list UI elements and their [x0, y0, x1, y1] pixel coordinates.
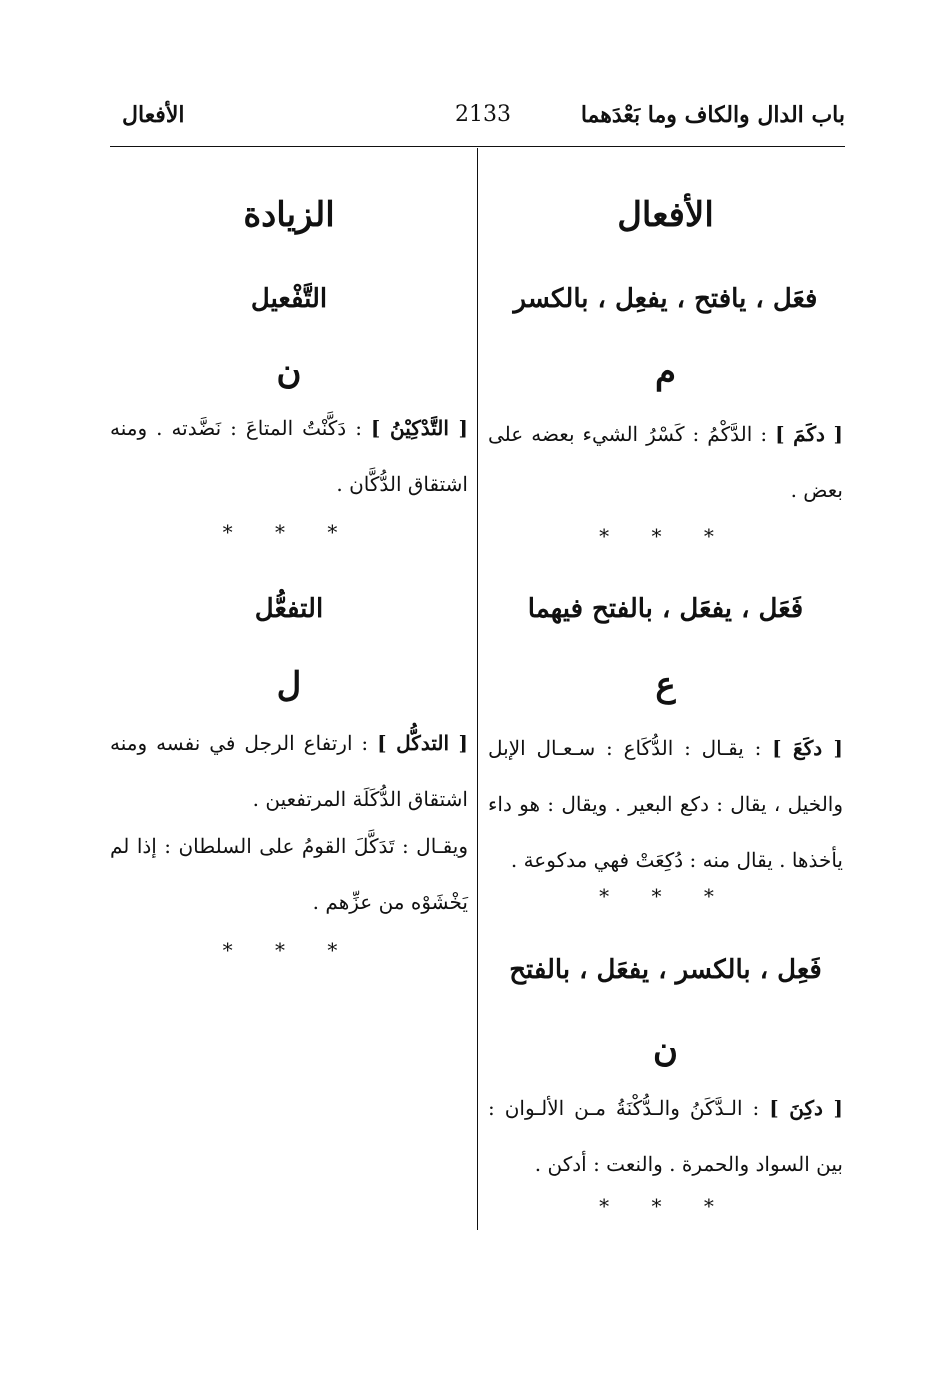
section-separator: * * *: [599, 524, 732, 548]
right-column: [488, 0, 843, 1373]
dictionary-entry: [110, 400, 468, 512]
entry-text: : دَكَّنْتُ المتاعَ : نَضَّدته . ومنه اشتقاق الدُّكَّان .: [110, 416, 468, 496]
entry-text: : يقـال : الدُّكَاع : سـعـال الإبل والخيل ، يقال : دكع البعير . ويقال : هو داء يأخذها . يقال منه : دُكِعَتْ فهي مدكوعة .: [488, 736, 843, 872]
section-heading: التَّفْعيل: [250, 284, 328, 314]
section-letter: ع: [655, 665, 676, 705]
entry-text: : الـدَّكَنُ والـدُّكْنَةُ مـن الألـوان : بين السواد والحمرة . والنعت : أدكن .: [488, 1096, 843, 1176]
page-number: 2133: [455, 102, 511, 127]
section-letter: ن: [276, 352, 302, 392]
section-heading: فَعَل ، يفعَل ، بالفتح فيهما: [527, 594, 804, 624]
section-letter: ل: [276, 665, 302, 705]
section-separator: * * *: [222, 520, 356, 544]
entry-headword: [ دكَعَ ]: [772, 736, 843, 760]
entry-headword: [ التَّدْكِيْنُ ]: [370, 416, 468, 440]
running-header-right: باب الدال والكاف وما بَعْدَهما: [580, 102, 845, 128]
section-heading: فَعِل ، بالكسر ، يفعَل ، بالفتح: [509, 955, 822, 985]
entry-headword: [ دكَمَ ]: [775, 422, 844, 446]
entry-headword: [ التدكُّل ]: [377, 731, 469, 755]
dictionary-entry: [110, 715, 468, 827]
left-column: [110, 0, 468, 1373]
section-heading: التفعُّل: [254, 594, 324, 624]
dictionary-entry: [488, 406, 843, 518]
entry-text: : الدَّكْمُ : كَسْرُ الشيء بعضه على بعض .: [488, 422, 843, 502]
section-separator: * * *: [222, 938, 356, 962]
entry-text: ويقـال : تَدَكَّلَ القومُ على السلطان : إذا لم يَخْشَوْه من عزِّهم .: [110, 834, 468, 914]
left-column-title: الزيادة: [243, 195, 335, 235]
column-divider: [477, 148, 478, 1230]
right-column-title: الأفعال: [617, 195, 714, 235]
section-separator: * * *: [599, 1194, 732, 1218]
section-letter: ن: [653, 1030, 678, 1070]
dictionary-entry: [488, 1080, 843, 1192]
section-heading: فعَل ، يافتح ، يفعِل ، بالكسر: [513, 284, 818, 314]
entry-headword: [ دكِنَ ]: [769, 1096, 843, 1120]
running-header-left: الأفعال: [122, 102, 185, 128]
section-letter: م: [654, 352, 677, 392]
dictionary-entry: [488, 720, 843, 888]
section-separator: * * *: [599, 884, 732, 908]
entry-text: : ارتفاع الرجل في نفسه ومنه اشتقاق الدُّكَلَة المرتفعين .: [110, 731, 468, 811]
dictionary-entry: [110, 818, 468, 930]
